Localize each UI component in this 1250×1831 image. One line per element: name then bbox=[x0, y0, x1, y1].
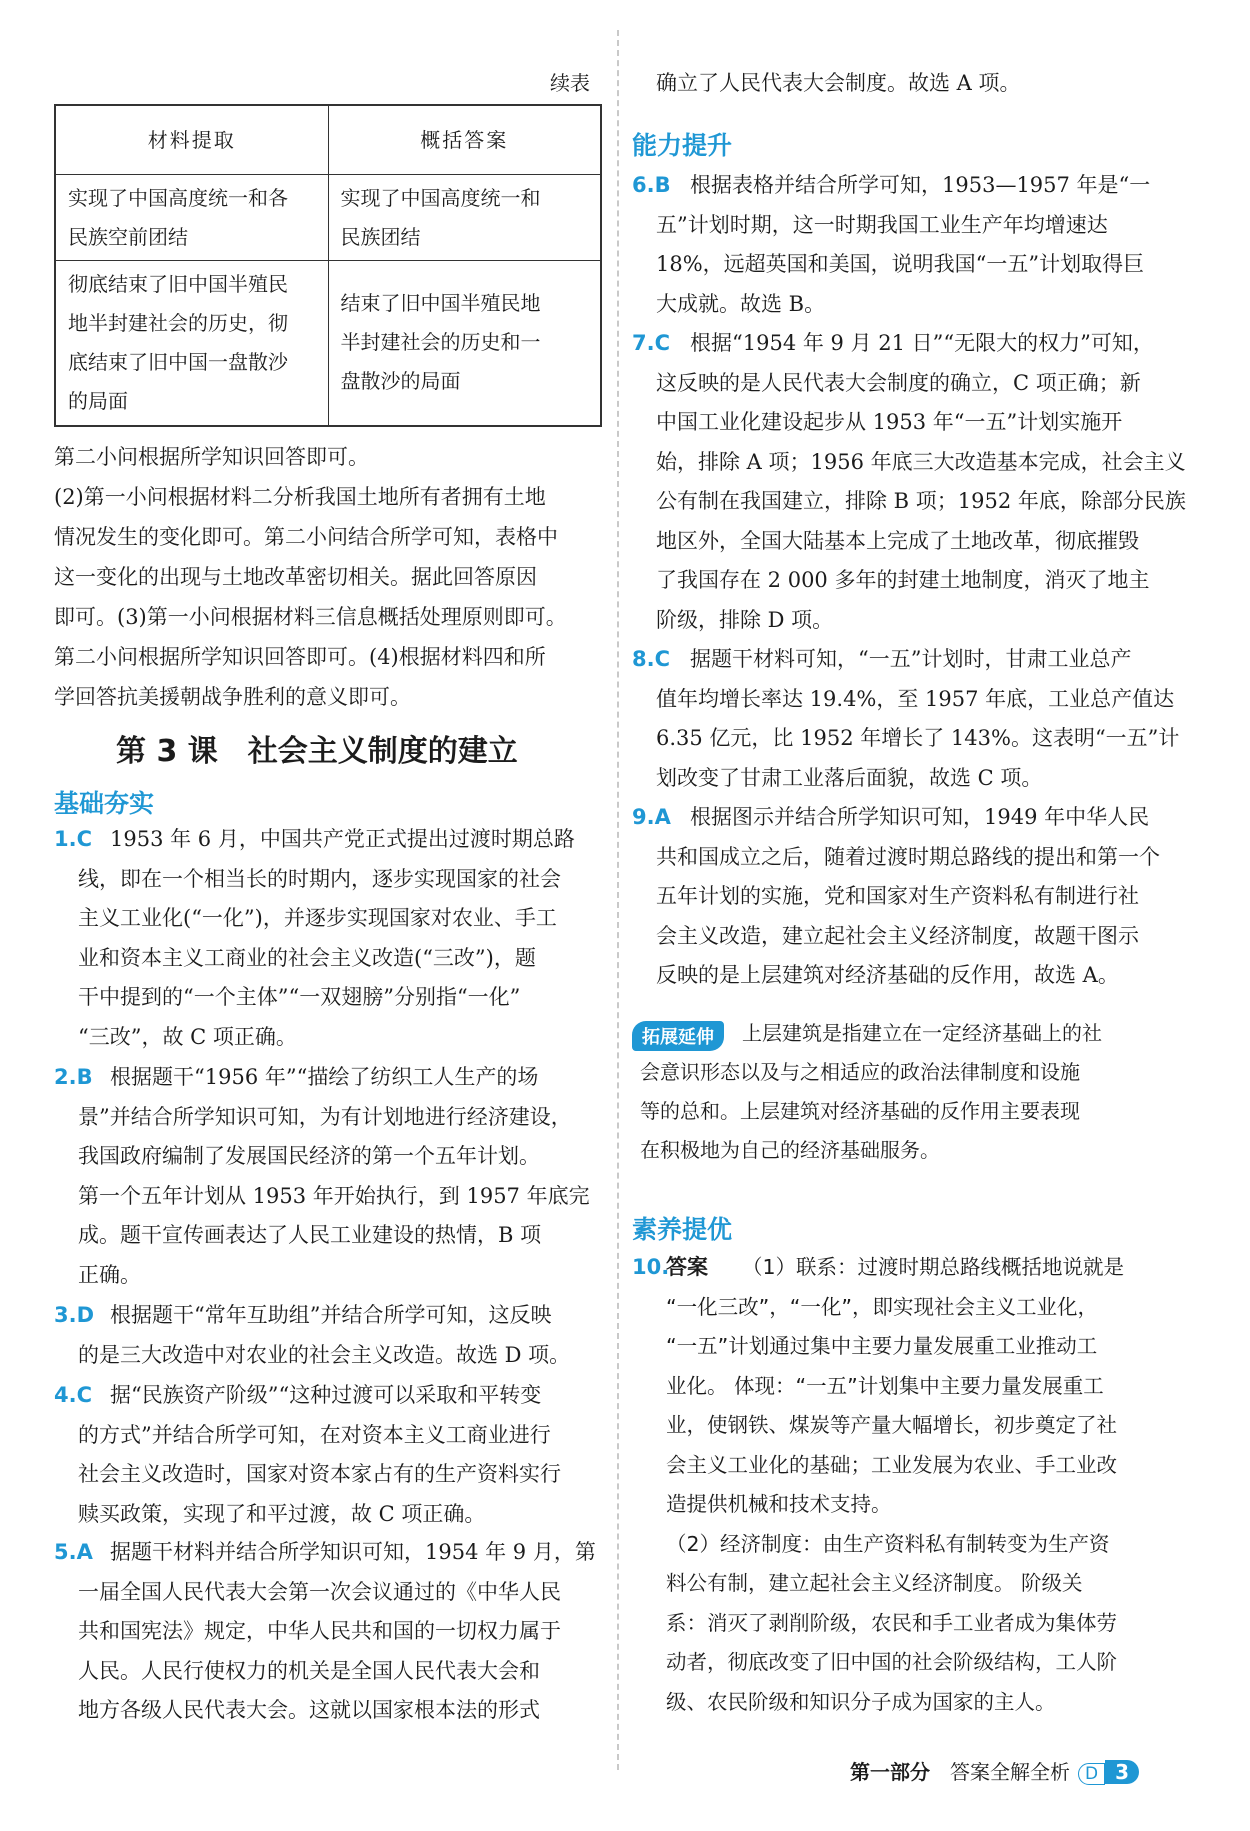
q2-number: 2.B bbox=[54, 1065, 93, 1089]
table-cell-line: 实现了中国高度统一和各 bbox=[68, 185, 288, 210]
explanation-line: 学回答抗美援朝战争胜利的意义即可。 bbox=[54, 685, 411, 709]
column-divider bbox=[617, 30, 619, 1770]
q8-line: 值年均增长率达 19.4%，至 1957 年底，工业总产值达 bbox=[656, 686, 1175, 711]
q8-number: 8.C bbox=[632, 647, 671, 671]
table-cell-line: 地半封建社会的历史，彻 bbox=[68, 310, 288, 335]
table-header-cell: 材料提取 bbox=[55, 105, 328, 175]
explanation-line: 第二小问根据所学知识回答即可。(4)根据材料四和所 bbox=[54, 645, 546, 669]
page-number: 3 bbox=[1105, 1760, 1139, 1784]
table-cell-line: 彻底结束了旧中国半殖民 bbox=[68, 271, 288, 296]
table-cell bbox=[55, 175, 328, 261]
q7-line: 公有制在我国建立，排除 B 项；1952 年底，除部分民族 bbox=[656, 489, 1186, 513]
q1-line: 主义工业化(“一化”)，并逐步实现国家对农业、手工 bbox=[78, 906, 557, 930]
table-cell-line: 结束了旧中国半殖民地 bbox=[340, 291, 541, 316]
q10-line: “一化三改”，“一化”，即实现社会主义工业化， bbox=[666, 1294, 1098, 1319]
q10-line: 业化。 体现：“一五”计划集中主要力量发展重工 bbox=[666, 1373, 1104, 1398]
q10-line: 会主义工业化的基础；工业发展为农业、手工业改 bbox=[666, 1452, 1117, 1477]
q3-line: 的是三大改造中对农业的社会主义改造。故选 D 项。 bbox=[78, 1342, 571, 1367]
q2-line: 根据题干“1956 年”“描绘了纺织工人生产的场 bbox=[110, 1065, 539, 1089]
q6-line: 18%，远超英国和美国，说明我国“一五”计划取得巨 bbox=[656, 252, 1145, 276]
extension-line: 在积极地为自己的经济基础服务。 bbox=[640, 1138, 940, 1162]
q1-line: 线，即在一个相当长的时期内，逐步实现国家的社会 bbox=[78, 866, 561, 891]
q3-number: 3.D bbox=[54, 1303, 95, 1327]
q7-line: 了我国存在 2 000 多年的封建土地制度，消灭了地主 bbox=[656, 568, 1150, 592]
q2-line: 第一个五年计划从 1953 年开始执行，到 1957 年底完 bbox=[78, 1183, 590, 1208]
q8-line: 据题干材料可知，“一五”计划时，甘肃工业总产 bbox=[690, 647, 1132, 671]
q5-line: 人民。人民行使权力的机关是全国人民代表大会和 bbox=[78, 1658, 540, 1683]
q3-line: 根据题干“常年互助组”并结合所学可知，这反映 bbox=[110, 1303, 552, 1327]
explanation-line: 第二小问根据所学知识回答即可。 bbox=[54, 445, 369, 469]
q1-line: 1953 年 6 月，中国共产党正式提出过渡时期总路 bbox=[110, 827, 575, 851]
extension-line: 等的总和。上层建筑对经济基础的反作用主要表现 bbox=[640, 1099, 1080, 1123]
q10-line: 造提供机械和技术支持。 bbox=[666, 1492, 892, 1516]
explanation-line: 情况发生的变化即可。第二小问结合所学可知，表格中 bbox=[54, 525, 558, 549]
q10-line: 系：消灭了剥削阶级，农民和手工业者成为集体劳 bbox=[666, 1610, 1117, 1635]
q9-line: 五年计划的实施，党和国家对生产资料私有制进行社 bbox=[656, 884, 1139, 908]
table-header-row bbox=[55, 105, 601, 175]
extension-line: 上层建筑是指建立在一定经济基础上的社 bbox=[742, 1021, 1102, 1045]
q9-number: 9.A bbox=[632, 805, 671, 829]
table-cell-line: 民族空前团结 bbox=[68, 224, 188, 249]
footer-part: 第一部分 bbox=[850, 1760, 930, 1784]
explanation-line: (2)第一小问根据材料二分析我国土地所有者拥有土地 bbox=[54, 485, 546, 509]
q7-line: 这反映的是人民代表大会制度的确立，C 项正确；新 bbox=[656, 370, 1141, 395]
q1-number: 1.C bbox=[54, 827, 93, 851]
q7-line: 阶级，排除 D 项。 bbox=[656, 607, 834, 632]
q2-line: 我国政府编制了发展国民经济的第一个五年计划。 bbox=[78, 1144, 540, 1168]
q4-line: 据“民族资产阶级”“这种过渡可以采取和平转变 bbox=[110, 1383, 542, 1407]
q7-line: 根据“1954 年 9 月 21 日”“无限大的权力”可知， bbox=[690, 331, 1154, 355]
extension-line: 会意识形态以及与之相适应的政治法律制度和设施 bbox=[640, 1060, 1080, 1084]
q10-line: （2）经济制度：由生产资料私有制转变为生产资 bbox=[666, 1531, 1110, 1556]
table-cell-line: 半封建社会的历史和一 bbox=[340, 330, 541, 355]
q10-number: 10. bbox=[632, 1255, 670, 1279]
q10-line: （1）联系：过渡时期总路线概括地说就是 bbox=[742, 1255, 1125, 1279]
q7-line: 始，排除 A 项；1956 年底三大改造基本完成，社会主义 bbox=[656, 449, 1186, 474]
q6-number: 6.B bbox=[632, 173, 671, 197]
table-cell bbox=[328, 175, 601, 261]
table-cell-line: 实现了中国高度统一和 bbox=[340, 185, 541, 210]
table-row bbox=[55, 261, 601, 426]
q6-line: 根据表格并结合所学可知，1953—1957 年是“一 bbox=[690, 173, 1151, 197]
table-cell-line: 的局面 bbox=[68, 388, 128, 413]
explanation-line: 即可。(3)第一小问根据材料三信息概括处理原则即可。 bbox=[54, 605, 567, 629]
q4-number: 4.C bbox=[54, 1383, 93, 1407]
table-row bbox=[55, 175, 601, 261]
q10-label: 答案 bbox=[666, 1255, 708, 1279]
table-cell-line: 底结束了旧中国一盘散沙 bbox=[68, 349, 288, 374]
q2-line: 景”并结合所学知识可知，为有计划地进行经济建设， bbox=[78, 1104, 572, 1129]
q4-line: 的方式”并结合所学可知，在对资本主义工商业进行 bbox=[78, 1422, 551, 1447]
extension-badge: 拓展延伸 bbox=[632, 1021, 724, 1051]
footer-title: 答案全解全析 bbox=[950, 1760, 1070, 1784]
table-cell bbox=[328, 261, 601, 426]
table-header-cell: 概括答案 bbox=[328, 105, 601, 175]
q4-line: 社会主义改造时，国家对资本家占有的生产资料实行 bbox=[78, 1462, 561, 1486]
q9-line: 共和国成立之后，随着过渡时期总路线的提出和第一个 bbox=[656, 844, 1160, 869]
page-footer bbox=[850, 1756, 1139, 1785]
q8-line: 划改变了甘肃工业落后面貌，故选 C 项。 bbox=[656, 765, 1043, 790]
q10-line: 级、农民阶级和知识分子成为国家的主人。 bbox=[666, 1689, 1056, 1714]
q5-line: 共和国宪法》规定，中华人民共和国的一切权力属于 bbox=[78, 1619, 561, 1643]
q7-line: 中国工业化建设起步从 1953 年“一五”计划实施开 bbox=[656, 410, 1123, 434]
q5-line: 一届全国人民代表大会第一次会议通过的《中华人民 bbox=[78, 1579, 561, 1604]
table-cell-line: 民族团结 bbox=[340, 224, 421, 249]
q6-line: 大成就。故选 B。 bbox=[656, 291, 826, 316]
q9-line: 会主义改造，建立起社会主义经济制度，故题干图示 bbox=[656, 923, 1139, 948]
section-heading-quality: 素养提优 bbox=[632, 1215, 733, 1244]
table-cell-line: 盘散沙的局面 bbox=[340, 369, 461, 394]
q1-line: 干中提到的“一个主体”“一双翅膀”分别指“一化” bbox=[78, 985, 521, 1009]
table-cell bbox=[55, 261, 328, 426]
q7-number: 7.C bbox=[632, 331, 671, 355]
q2-line: 成。题干宣传画表达了人民工业建设的热情，B 项 bbox=[78, 1223, 542, 1247]
q5-number: 5.A bbox=[54, 1540, 93, 1564]
q5-line: 据题干材料并结合所学知识可知，1954 年 9 月，第 bbox=[110, 1540, 596, 1564]
q2-line: 正确。 bbox=[78, 1262, 141, 1287]
q4-line: 赎买政策，实现了和平过渡，故 C 项正确。 bbox=[78, 1501, 486, 1526]
q10-line: 料公有制，建立起社会主义经济制度。 阶级关 bbox=[666, 1571, 1083, 1595]
q9-line: 根据图示并结合所学知识可知，1949 年中华人民 bbox=[690, 805, 1150, 829]
q6-line: 五”计划时期，这一时期我国工业生产年均增速达 bbox=[656, 212, 1108, 237]
q1-line: “三改”，故 C 项正确。 bbox=[78, 1024, 297, 1049]
explanation-line: 这一变化的出现与土地改革密切相关。据此回答原因 bbox=[54, 565, 537, 589]
footer-edition-badge: D bbox=[1078, 1763, 1105, 1785]
q9-line: 反映的是上层建筑对经济基础的反作用，故选 A。 bbox=[656, 963, 1119, 987]
material-table bbox=[54, 104, 602, 427]
q1-line: 业和资本主义工商业的社会主义改造(“三改”)，题 bbox=[78, 945, 536, 970]
q5-line: 地方各级人民代表大会。这就以国家根本法的形式 bbox=[78, 1698, 540, 1722]
q10-line: 动者，彻底改变了旧中国的社会阶级结构，工人阶 bbox=[666, 1650, 1117, 1674]
q8-line: 6.35 亿元，比 1952 年增长了 143%。这表明“一五”计 bbox=[656, 726, 1180, 750]
q10-line: 业，使钢铁、煤炭等产量大幅增长，初步奠定了社 bbox=[666, 1413, 1117, 1437]
q10-line: “一五”计划通过集中主要力量发展重工业推动工 bbox=[666, 1334, 1098, 1358]
continued-label: 续表 bbox=[550, 71, 590, 95]
q5-continued-line: 确立了人民代表大会制度。故选 A 项。 bbox=[656, 71, 1021, 95]
q7-line: 地区外，全国大陆基本上完成了土地改革，彻底摧毁 bbox=[656, 528, 1139, 553]
section-heading-basic: 基础夯实 bbox=[54, 789, 155, 818]
section-heading-ability: 能力提升 bbox=[632, 131, 733, 160]
lesson-title: 第 3 课 社会主义制度的建立 bbox=[116, 734, 518, 769]
